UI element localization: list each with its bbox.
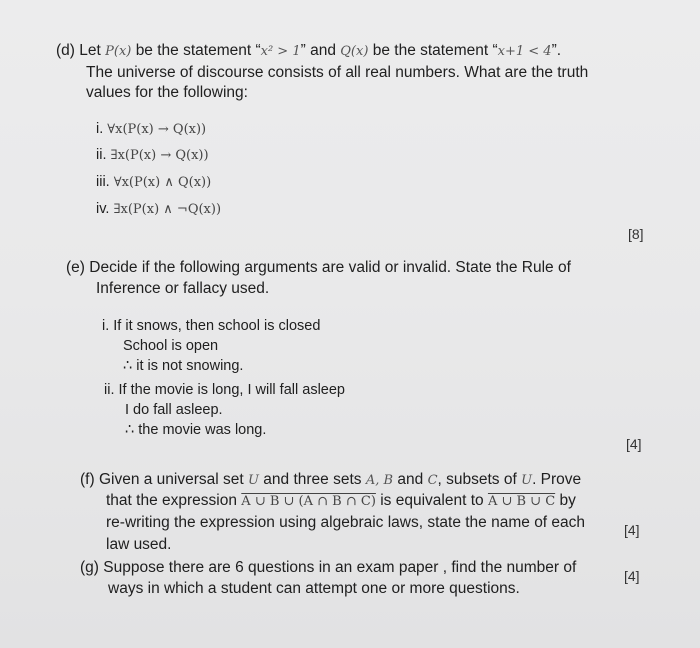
item-expression: ∃x(P(x) ∧ ¬Q(x)) — [113, 202, 222, 217]
math-u: U — [248, 473, 259, 488]
question-f-line-4: law used. — [106, 536, 172, 553]
question-e-line-1 — [66, 259, 571, 277]
question-d-item-2 — [96, 146, 209, 165]
question-label: (g) — [80, 559, 99, 576]
text: ”. — [551, 42, 562, 59]
question-d-line-2: The universe of discourse consists of all real numbers. What are the truth — [86, 64, 589, 81]
text: that the expression — [106, 492, 237, 509]
argument-1-line-3: ∴ it is not snowing. — [123, 358, 244, 374]
marks-e: [4] — [626, 436, 642, 452]
question-e-line-2: Inference or fallacy used. — [96, 280, 270, 297]
question-f-line-1 — [80, 471, 581, 490]
text: and three sets — [263, 471, 362, 488]
text: Decide if the following arguments are valid or invalid. State the Rule of — [89, 259, 571, 276]
marks-d: [8] — [628, 226, 644, 242]
text: and — [397, 471, 424, 488]
math-u: U — [521, 473, 533, 488]
text: be the statement “ — [135, 42, 261, 59]
item-number: iii. — [96, 174, 110, 190]
argument-2-line-2: I do fall asleep. — [125, 402, 223, 418]
text: , subsets of — [437, 471, 517, 488]
item-number: iv. — [96, 201, 110, 217]
text: If the movie is long, I will fall asleep — [118, 382, 345, 398]
question-g-line-2: ways in which a student can attempt one or more questions. — [108, 580, 520, 597]
math-sets: A, B — [365, 473, 394, 488]
item-number: ii. — [96, 147, 107, 163]
text: is equivalent to — [380, 492, 484, 509]
text: Let — [79, 42, 101, 59]
item-number: i. — [102, 318, 110, 334]
argument-1-line-2: School is open — [123, 338, 219, 354]
argument-1-line-1 — [102, 317, 320, 335]
text: If it snows, then school is closed — [113, 318, 321, 334]
math-qx: Q(x) — [340, 44, 369, 59]
item-expression: ∀x(P(x) ∧ Q(x)) — [113, 175, 212, 190]
text: . Prove — [532, 471, 582, 488]
question-d-item-1 — [96, 120, 206, 139]
marks-f: [4] — [624, 522, 640, 538]
math-condition-1: x² > 1 — [260, 44, 301, 59]
marks-g: [4] — [624, 568, 640, 584]
question-f-line-3: re-writing the expression using algebraic laws, state the name of each — [106, 514, 586, 531]
math-expression-2: A ∪ B ∪ C — [487, 494, 556, 509]
question-f-line-2 — [106, 492, 576, 511]
question-d-line-1 — [56, 42, 561, 61]
text: be the statement “ — [372, 42, 498, 59]
text: Suppose there are 6 questions in an exam paper , find the number of — [103, 559, 577, 576]
question-d-item-3 — [96, 173, 211, 192]
question-label: (d) — [56, 42, 75, 59]
text: ” and — [300, 42, 336, 59]
math-expression-1: A ∪ B ∪ (A ∩ B ∩ C) — [241, 494, 376, 509]
text: Given a universal set — [98, 471, 244, 488]
math-condition-2: x+1 < 4 — [497, 44, 552, 59]
question-d-item-4 — [96, 200, 221, 219]
text: by — [559, 492, 576, 509]
question-label: (e) — [66, 259, 85, 276]
item-expression: ∃x(P(x) → Q(x)) — [110, 148, 209, 163]
argument-2-line-3: ∴ the movie was long. — [125, 422, 267, 438]
item-number: i. — [96, 121, 104, 137]
item-expression: ∀x(P(x) → Q(x)) — [107, 122, 207, 137]
argument-2-line-1 — [104, 381, 345, 399]
question-g-line-1 — [80, 559, 576, 577]
math-px: P(x) — [105, 44, 132, 59]
question-label: (f) — [80, 471, 95, 488]
item-number: ii. — [104, 382, 115, 398]
math-c: C — [427, 473, 438, 488]
question-d-line-3: values for the following: — [86, 84, 248, 101]
